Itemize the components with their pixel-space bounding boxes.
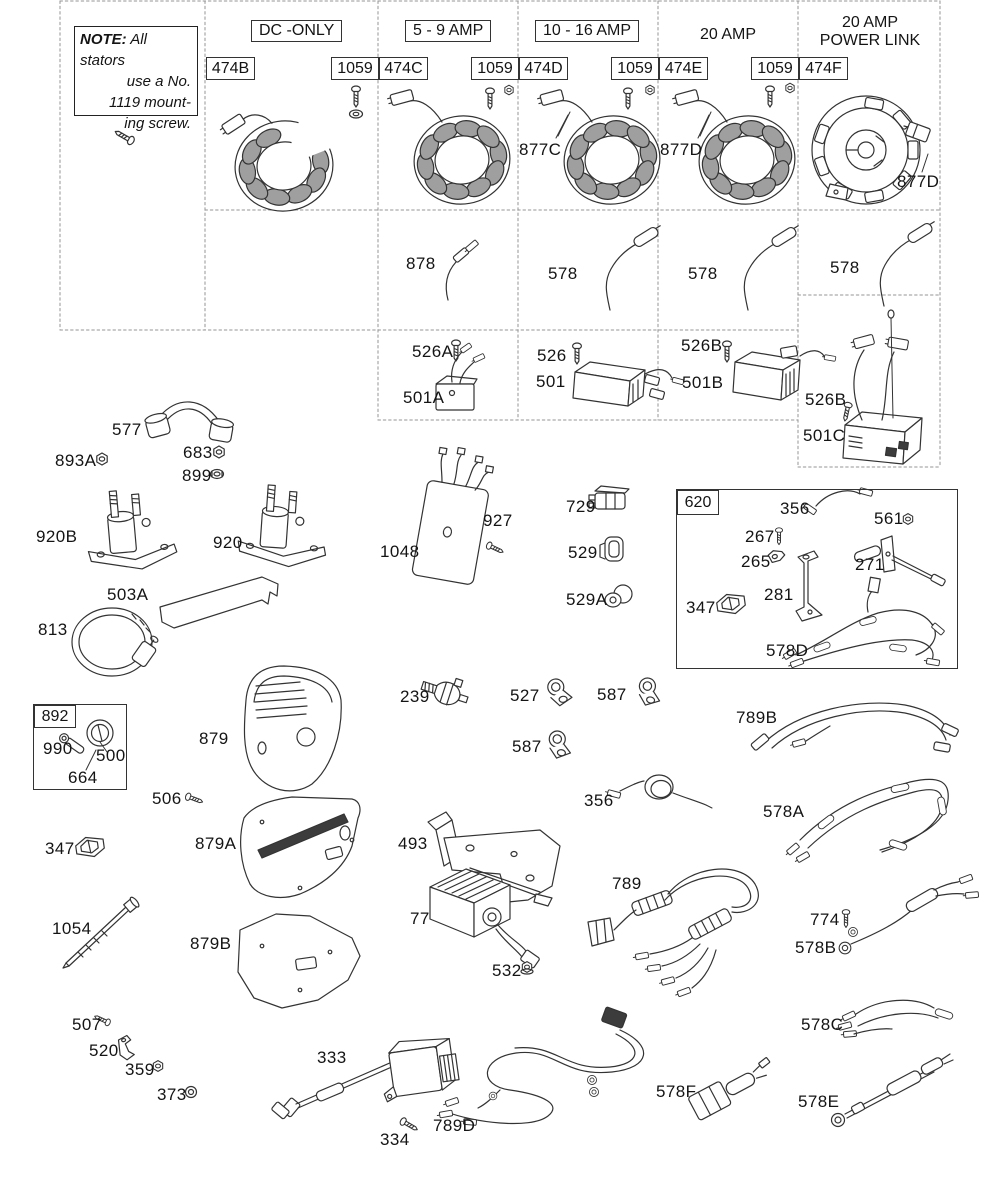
regulator-501c-illustration: [841, 310, 922, 464]
part-label-501c: 501C: [803, 426, 846, 445]
note-line-1: NOTE: All stators: [80, 31, 147, 69]
part-label-578b: 578B: [795, 938, 837, 957]
tag-474e: 474E: [659, 57, 708, 80]
part-label-356-mid: 356: [584, 791, 614, 810]
part-label-578-10-16: 578: [548, 264, 578, 283]
part-label-577: 577: [112, 420, 142, 439]
harness-789d-illustration: [437, 1007, 644, 1126]
part-label-529a: 529A: [566, 590, 608, 609]
bracket-503a-illustration: [160, 577, 278, 628]
part-label-920: 920: [213, 533, 243, 552]
tag-474c: 474C: [379, 57, 428, 80]
screw-774-illustration: [842, 910, 857, 937]
solenoid-920-illustration: [237, 483, 330, 569]
grommet-529-illustration: [600, 537, 623, 561]
part-label-1054: 1054: [52, 919, 92, 938]
wire-578e-illustration: [832, 1054, 954, 1127]
part-label-526b-20: 526B: [681, 336, 723, 355]
part-label-333: 333: [317, 1048, 347, 1067]
cover-879b-illustration: [238, 914, 360, 1008]
nut-373-illustration: [186, 1087, 197, 1098]
tag-1059-10-16: 1059: [611, 57, 659, 80]
part-label-373: 373: [157, 1085, 187, 1104]
part-label-1048: 1048: [380, 542, 420, 561]
nut-899-illustration: [211, 470, 224, 479]
part-label-587-bottom: 587: [512, 737, 542, 756]
part-label-503a: 503A: [107, 585, 149, 604]
part-label-664: 664: [68, 768, 98, 787]
part-label-265: 265: [741, 552, 771, 571]
wire-578b-illustration: [839, 874, 978, 954]
part-label-578a: 578A: [763, 802, 805, 821]
part-label-879b: 879B: [190, 934, 232, 953]
part-label-813: 813: [38, 620, 68, 639]
harness-578a-illustration: [784, 779, 948, 863]
part-label-526a: 526A: [412, 342, 454, 361]
clip-520-illustration: [117, 1035, 135, 1061]
column-header-20-amp-power-link: 20 AMP POWER LINK: [819, 14, 921, 49]
part-label-578f: 578F: [656, 1082, 697, 1101]
part-label-281: 281: [764, 585, 794, 604]
part-label-774: 774: [810, 910, 840, 929]
part-label-789: 789: [612, 874, 642, 893]
part-label-578-20: 578: [688, 264, 718, 283]
wires-578c-illustration: [836, 1000, 954, 1037]
part-label-729: 729: [566, 497, 596, 516]
column-header-10-16-amp: 10 - 16 AMP: [535, 20, 639, 42]
column-header-20-amp: 20 AMP: [699, 26, 757, 43]
cover-879-illustration: [244, 666, 341, 791]
cover-879a-illustration: [241, 797, 360, 897]
part-label-879: 879: [199, 729, 229, 748]
note-box: [74, 26, 198, 132]
part-label-520: 520: [89, 1041, 119, 1060]
nut-893a-illustration: [97, 453, 107, 465]
nut-532-illustration: [521, 962, 533, 974]
part-label-239: 239: [400, 687, 430, 706]
column-header-5-9-amp: 5 - 9 AMP: [405, 20, 491, 42]
part-label-271: 271: [855, 555, 885, 574]
ignition-coil-333-illustration: [271, 1034, 461, 1122]
part-label-877d-20amp: 877D: [660, 140, 703, 159]
tag-474f: 474F: [799, 57, 848, 80]
regulator-501-illustration: [573, 343, 684, 406]
part-label-529: 529: [568, 543, 598, 562]
part-label-561: 561: [874, 509, 904, 528]
column-header-dc-only: DC -ONLY: [251, 20, 342, 42]
solenoid-920b-illustration: [83, 486, 178, 573]
part-label-587-top: 587: [597, 685, 627, 704]
part-label-334: 334: [380, 1130, 410, 1149]
part-label-789b: 789B: [736, 708, 778, 727]
part-label-578-powerlink: 578: [830, 258, 860, 277]
part-label-500: 500: [96, 746, 126, 765]
part-label-77: 77: [410, 909, 430, 928]
clamp-587-top-illustration: [636, 677, 664, 708]
harness-789b-illustration: [751, 703, 959, 752]
part-label-878: 878: [406, 254, 436, 273]
part-label-501: 501: [536, 372, 566, 391]
screw-927-illustration: [485, 541, 504, 555]
wire-578-powerlink-illustration: [880, 219, 938, 306]
switch-347-left-illustration: [75, 835, 106, 859]
nut-683-illustration: [214, 446, 224, 458]
part-label-879a: 879A: [195, 834, 237, 853]
tag-474d: 474D: [519, 57, 568, 80]
part-label-578c: 578C: [801, 1015, 844, 1034]
wire-356-loop-illustration: [605, 775, 712, 808]
part-label-920b: 920B: [36, 527, 78, 546]
part-label-683: 683: [183, 443, 213, 462]
part-label-527: 527: [510, 686, 540, 705]
note-line-4: ing screw.: [124, 115, 191, 132]
part-label-359: 359: [125, 1060, 155, 1079]
clamp-587-bottom-illustration: [547, 730, 574, 760]
part-label-501a: 501A: [403, 388, 445, 407]
part-label-267: 267: [745, 527, 775, 546]
part-label-877d-powerlink: 877D: [897, 172, 940, 191]
tag-1059-dc: 1059: [331, 57, 379, 80]
tag-474b: 474B: [206, 57, 255, 80]
tag-892: 892: [34, 705, 76, 728]
stator-474b-illustration: [217, 96, 352, 219]
part-label-578d: 578D: [766, 641, 809, 660]
wire-578-20-illustration: [744, 223, 802, 310]
part-label-506: 506: [152, 789, 182, 808]
nut-359-illustration: [153, 1061, 162, 1072]
part-label-899: 899: [182, 466, 212, 485]
lead-878-illustration: [446, 240, 478, 300]
note-line-3: 1119 mount-: [109, 94, 191, 111]
note-line-2: use a No.: [126, 73, 191, 90]
note-prefix: NOTE:: [80, 31, 127, 48]
part-label-789d: 789D: [433, 1116, 476, 1135]
part-label-578e: 578E: [798, 1092, 840, 1111]
clamp-813-illustration: [72, 608, 162, 676]
part-label-990: 990: [43, 739, 73, 758]
screw-506-illustration: [185, 792, 204, 805]
stator-474c-illustration: [387, 89, 517, 211]
part-label-877c: 877C: [519, 140, 562, 159]
kit-box-620: [676, 489, 958, 669]
part-label-493: 493: [398, 834, 428, 853]
tag-1059-5-9: 1059: [471, 57, 519, 80]
part-label-501b: 501B: [682, 373, 724, 392]
connector-578f-illustration: [688, 1056, 779, 1121]
part-label-927: 927: [483, 511, 513, 530]
part-label-347-kit: 347: [686, 598, 716, 617]
tag-1059-20: 1059: [751, 57, 799, 80]
part-label-347-left: 347: [45, 839, 75, 858]
plug-529a-illustration: [605, 585, 632, 607]
part-label-526: 526: [537, 346, 567, 365]
part-label-526b-powerlink: 526B: [805, 390, 847, 409]
tag-620: 620: [677, 490, 719, 515]
part-label-507: 507: [72, 1015, 102, 1034]
clamp-527-illustration: [547, 677, 573, 706]
part-label-356-kit: 356: [780, 499, 810, 518]
jumper-577-illustration: [144, 402, 234, 443]
part-label-893a: 893A: [55, 451, 97, 470]
wire-578-10-16-illustration: [606, 223, 664, 310]
part-label-532: 532: [492, 961, 522, 980]
